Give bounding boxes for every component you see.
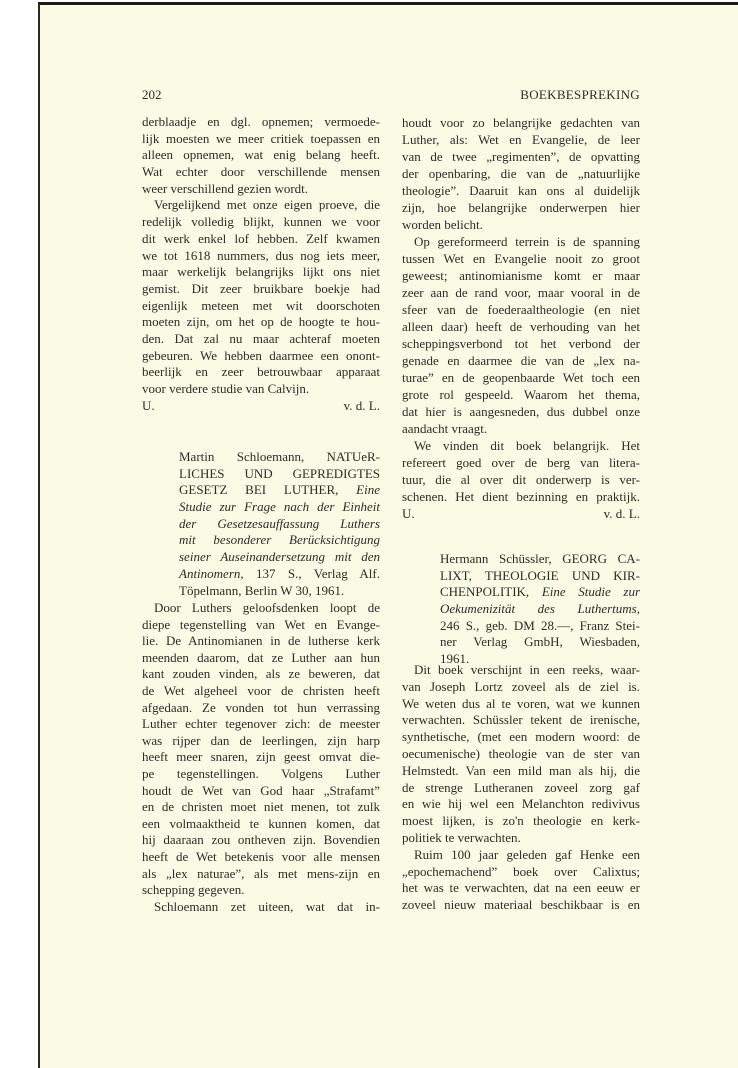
text-line: derblaadje en dgl. opnemen; vermoede- (142, 114, 380, 129)
text-line: zijn, hoe belangrijke onderwerpen hier (402, 200, 640, 215)
text-line: scheppingsverbond tot het verbond der (402, 336, 640, 351)
text-line: en de christen moet niet menen, tot zulk (142, 799, 380, 815)
paragraph (402, 847, 640, 914)
text-line: aandacht vraagt. (402, 421, 488, 436)
signature-author: v. d. L. (343, 397, 380, 413)
text-line: meenden daarom, dat ze Luther aan hun (142, 649, 380, 665)
text-line (440, 601, 640, 618)
text-line: grote rol gespeeld. Waarom het thema, (402, 387, 640, 402)
review-signature (402, 505, 640, 522)
text-line: lie. De Antinomianen in de lutherse kerk (142, 633, 380, 649)
text-line: LIXT, THEOLOGIE UND KIR- (440, 567, 640, 583)
text-line: afgedaan. Ze vonden tot hun verrassing (142, 699, 380, 715)
italic-subtitle-text: Studie zur Frage nach der Einheit (179, 499, 380, 515)
text-line: der openbaring, die van de „natuurlijke (402, 166, 640, 181)
text-line: we tot 1618 nummers, dus nog iets meer, (142, 247, 380, 263)
text-line (179, 566, 380, 583)
text-line (179, 516, 380, 533)
text-line: tussen Wet en Evangelie nooit zo groot (402, 251, 640, 266)
left-column-review-body (142, 600, 380, 915)
text-line: Helmstedt. Van een mild man als hij, die (402, 762, 640, 778)
text-line: Luther echter tegenover zich: de meester (142, 716, 380, 732)
italic-subtitle-text: Eine Studie zur (541, 584, 640, 600)
text-line: Ruim 100 jaar geleden gaf Henke een (414, 846, 640, 862)
text-line: Vergelijkend met onze eigen proeve, die (154, 197, 380, 213)
text-line: sfeer van de foederaaltheologie (en niet (402, 302, 640, 317)
text-line: de Wet algeheel voor de christen heeft (142, 682, 380, 698)
text-line: tuur, die al over dit onderwerp is ver- (402, 472, 640, 487)
paragraph (402, 233, 640, 437)
text-line: oecumenische) theologie van de ster van (402, 745, 640, 761)
right-column-book-citation (440, 551, 640, 668)
text-line: eigenlijk meteen met wit doorschoten (142, 297, 380, 313)
italic-subtitle-text: mit besonderer Berücksichtigung (179, 532, 380, 548)
text-line (179, 499, 380, 516)
paragraph (402, 662, 640, 847)
text-line: heeft meer snaren, zijn geest omvat die- (142, 749, 380, 765)
text-line: kant zouden vinden, als ze beweren, dat (142, 666, 380, 682)
text-line: redelijk volledig blijkt, kunnen we voor (142, 214, 380, 230)
paragraph (179, 449, 380, 599)
text-line: en wie hij wel een Melanchton redivivus (402, 796, 640, 812)
paragraph (142, 600, 380, 899)
text-line: een volmaaktheid te kunnen komen, dat (142, 815, 380, 831)
text-line: Luther, als: Wet en Evangelie, de leer (402, 132, 640, 147)
text-line: geweest; antinomianisme komt er maar (402, 268, 640, 283)
text-line: verwachten. Schüssler tekent de irenische, (402, 712, 640, 728)
italic-subtitle-text: Antinomern (179, 565, 241, 581)
text-line: hij daaraan zou ontheven zijn. Bovendien (142, 832, 380, 848)
text-line (179, 549, 380, 566)
paragraph (402, 437, 640, 505)
text-line: alleen daar) heeft de verhouding van het (402, 319, 640, 334)
text-line: zeer aan de rand voor, maar vooral in de (402, 285, 640, 300)
italic-subtitle-text: Oekumenizität des Luthertums, (440, 601, 640, 617)
text-line: Door Luthers geloofsdenken loopt de (154, 600, 380, 615)
text-line: diepe tegenstelling van Wet en Evange- (142, 616, 380, 632)
text-line: Wat echter door verschillende mensen (142, 164, 380, 180)
text-segment: GESETZ BEI LUTHER, (179, 482, 357, 498)
text-line: genade en daarmee die van de „lex na- (402, 353, 640, 368)
text-line: We weten dus al te voren, wat we kunnen (402, 695, 640, 711)
text-line: dat hier is aangesneden, dus dubbel onze (402, 404, 640, 419)
text-line: „epochemachend” boek over Calixtus; (402, 863, 640, 879)
text-segment: CHENPOLITIK, (440, 584, 542, 600)
right-column-review-end (402, 114, 640, 522)
text-line: Hermann Schüssler, GEORG CA- (440, 551, 640, 566)
paragraph (142, 114, 380, 197)
text-line: Töpelmann, Berlin W 30, 1961. (179, 582, 345, 598)
text-line: gemist. Dit zeer bruikbare boekje had (142, 280, 380, 296)
text-line: was rijper dan de leerlingen, zijn harp (142, 732, 380, 748)
paragraph (402, 114, 640, 233)
text-line: voor verdere studie van Calvijn. (142, 381, 310, 396)
signature-place: U. (402, 506, 415, 521)
text-line: gebeuren. We hebben daarmee een onont- (142, 347, 380, 363)
text-line: houdt de Wet van God haar „Strafamt” (142, 782, 380, 798)
text-line: lijk moesten we meer critiek toepassen en (142, 130, 380, 146)
text-line: refereert goed over de berg van litera- (402, 455, 640, 470)
text-line (179, 482, 380, 499)
review-signature (142, 398, 380, 415)
text-line: alleen opnemen, wat enig belang heeft. (142, 147, 380, 163)
text-line: theologie”. Daaruit kan ons al duidelijk (402, 183, 640, 198)
text-line: schepping gegeven. (142, 882, 245, 898)
text-line: pe tegenstellingen. Volgens Luther (142, 765, 380, 781)
page-number: 202 (142, 87, 162, 102)
left-column-review-end (142, 114, 380, 414)
paragraph (440, 551, 640, 668)
text-line: maar werkelijk belangrijks lijkt ons niet (142, 264, 380, 280)
text-line: den. Dat zal nu maar achteraf moeten (142, 330, 380, 346)
paragraph (142, 197, 380, 397)
text-line: schenen. Het dient bezinning en praktijk. (402, 489, 640, 504)
text-line: ner Verlag GmbH, Wiesbaden, (440, 634, 640, 650)
text-line: van Joseph Lortz zoveel als de ziel is. (402, 678, 640, 694)
running-head: BOEKBESPREKING (520, 87, 640, 102)
left-column-book-citation (179, 449, 380, 599)
right-column-review-body (402, 662, 640, 914)
text-line: moest lijken, is zo'n theologie en kerk- (402, 813, 640, 829)
text-line: We vinden dit boek belangrijk. Het (414, 438, 640, 453)
italic-subtitle-text: seiner Auseinandersetzung mit den (179, 549, 380, 565)
text-line: Schloemann zet uiteen, wat dat in- (154, 898, 380, 914)
signature-place: U. (142, 397, 155, 413)
text-line: van de twee „regimenten”, de opvatting (402, 149, 640, 164)
text-line: Martin Schloemann, NATUeR- (179, 449, 380, 464)
text-line: beerlijk en zeer betrouwbaar apparaat (142, 364, 380, 380)
text-line: synthetische, (met een modern woord: de (402, 729, 640, 745)
text-segment: , 137 S., Verlag Alf. (240, 565, 380, 581)
text-line: 1961. (440, 651, 470, 667)
text-line: dit werk enkel lof hebben. Zelf kwamen (142, 230, 380, 246)
text-line: weer verschillend gezien wordt. (142, 180, 309, 196)
text-line: het was te verwachten, dat na een eeuw er (402, 880, 640, 896)
text-line: Dit boek verschijnt in een reeks, waar- (414, 662, 640, 677)
text-line (440, 584, 640, 601)
text-line (179, 532, 380, 549)
italic-subtitle-text: der Gesetzesauffassung Luthers (179, 515, 380, 531)
italic-subtitle-text: Eine (356, 482, 380, 498)
text-line: zoveel nieuw materiaal beschikbaar is en (402, 897, 640, 913)
text-line: moeten zijn, om het op de hoogte te hou- (142, 314, 380, 330)
text-line: LICHES UND GEPREDIGTES (179, 465, 380, 481)
text-line: turae” en de geopenbaarde Wet toch een (402, 370, 640, 385)
text-line: 246 S., geb. DM 28.—, Franz Stei- (440, 617, 640, 633)
text-line: politiek te verwachten. (402, 829, 521, 845)
paragraph (142, 899, 380, 916)
signature-author: v. d. L. (603, 506, 640, 521)
text-line: houdt voor zo belangrijke gedachten van (402, 115, 640, 130)
text-line: worden belicht. (402, 217, 483, 232)
text-line: heeft de Wet betekenis voor alle mensen (142, 848, 380, 864)
text-line: als „lex naturae”, als met mens-zijn en (142, 865, 380, 881)
text-line: Op gereformeerd terrein is de spanning (414, 234, 640, 249)
text-line: de strenge Lutheranen zoveel zorg gaf (402, 779, 640, 795)
